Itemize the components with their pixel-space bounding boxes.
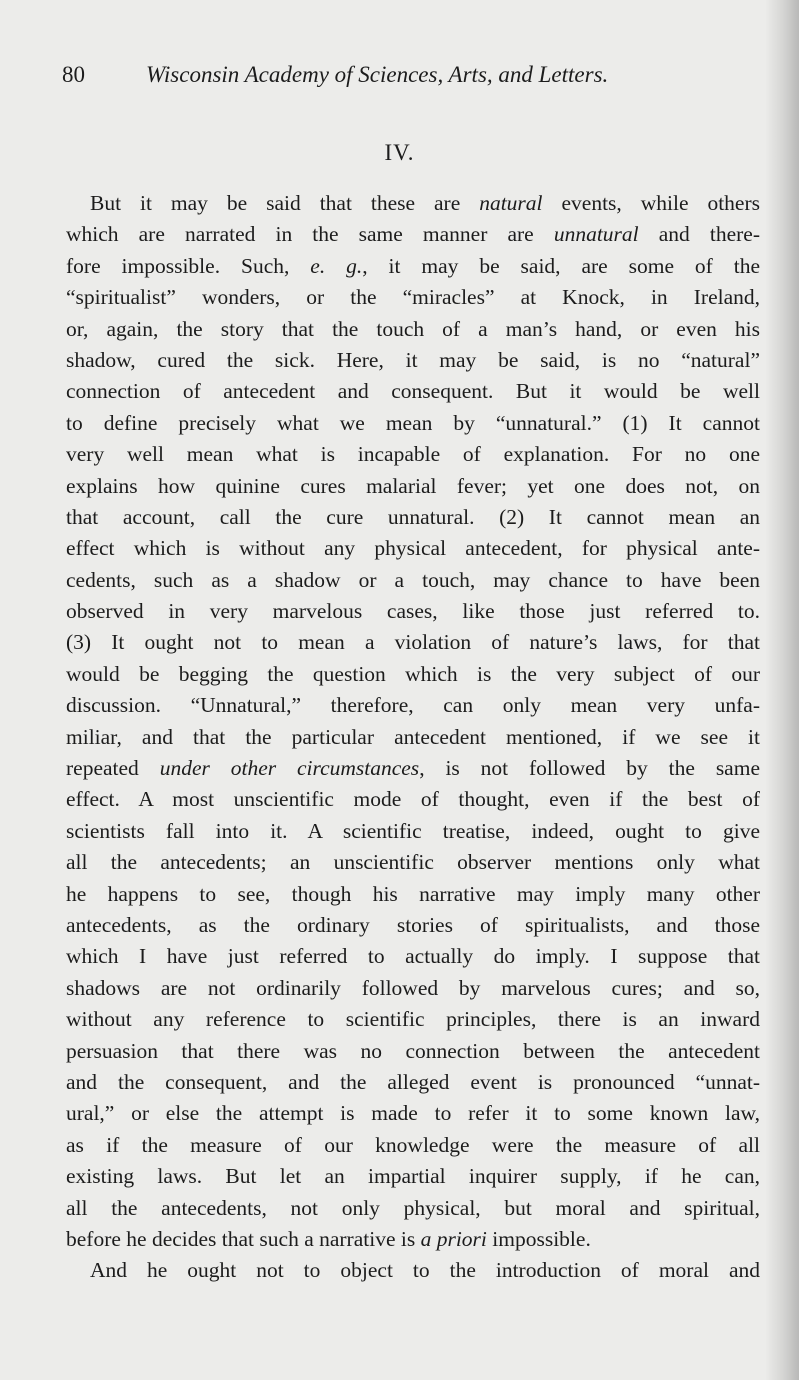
text-line: [66, 659, 760, 690]
text-line: [66, 1036, 760, 1067]
text-line: [66, 1224, 760, 1255]
text-segment: repeated: [66, 756, 160, 781]
text-segment: discussion. “Unnatural,” therefore, can only mean very unfa-: [66, 693, 760, 718]
italic-text: e. g.: [310, 253, 363, 278]
text-segment: events, while others: [542, 191, 760, 215]
running-title: Wisconsin Academy of Sciences, Arts, and Letters.: [146, 62, 609, 87]
text-segment: connection of antecedent and consequent. But it would be well: [66, 379, 760, 404]
text-segment: existing laws. But let an impartial inquirer supply, if he can,: [66, 1164, 760, 1189]
text-line: [66, 910, 760, 941]
text-segment: without any reference to scientific principles, there is an inward: [66, 1007, 760, 1032]
text-segment: which are narrated in the same manner are: [66, 222, 554, 247]
text-segment: (3) It ought not to mean a violation of nature’s laws, for that: [66, 630, 760, 655]
text-segment: scientists fall into it. A scientific treatise, indeed, ought to give: [66, 818, 760, 843]
text-segment: , it may be said, are some of the: [362, 253, 760, 278]
page-edge-shadow: [765, 0, 799, 1380]
text-segment: fore impossible. Such,: [66, 253, 311, 278]
text-line: [66, 1130, 760, 1161]
text-segment: , is not followed by the same: [419, 756, 760, 781]
text-segment: very well mean what is incapable of explanation. For no one: [66, 442, 760, 467]
text-segment: ural,” or else the attempt is made to refer it to some known law,: [66, 1101, 760, 1126]
italic-text: unnatural: [553, 222, 639, 247]
text-segment: observed in very marvelous cases, like those just referred to.: [66, 599, 760, 624]
text-line: [66, 502, 760, 533]
text-segment: all the antecedents, not only physical, but moral and spiritual,: [66, 1195, 760, 1220]
text-line: [66, 816, 760, 847]
page-number: 80: [62, 62, 85, 87]
text-line: [66, 847, 760, 878]
text-line: [66, 565, 760, 596]
section-heading: IV.: [384, 140, 415, 165]
text-segment: cedents, such as a shadow or a touch, may chance to have been: [66, 567, 760, 592]
text-segment: he happens to see, though his narrative may imply many other: [66, 881, 760, 906]
text-line: [66, 1004, 760, 1035]
text-segment: as if the measure of our knowledge were the measure of all: [66, 1132, 760, 1157]
body-text: [66, 188, 760, 1287]
text-line: [66, 345, 760, 376]
text-line: [66, 784, 760, 815]
text-line: [66, 533, 760, 564]
text-segment: to define precisely what we mean by “unnatural.” (1) It cannot: [66, 410, 760, 435]
text-line: [66, 439, 760, 470]
text-segment: would be begging the question which is the very subject of our: [66, 661, 760, 686]
text-segment: all the antecedents; an unscientific observer mentions only what: [66, 850, 760, 875]
text-segment: and there-: [638, 222, 760, 247]
text-line: [66, 219, 760, 250]
text-line: [66, 1098, 760, 1129]
italic-text: under other circumstances: [159, 756, 420, 781]
text-segment: “spiritualist” wonders, or the “miracles” at Knock, in Ireland,: [66, 285, 760, 310]
text-segment: which I have just referred to actually do imply. I suppose that: [66, 944, 760, 969]
text-line: [66, 973, 760, 1004]
italic-text: a priori: [420, 1226, 487, 1251]
text-segment: shadow, cured the sick. Here, it may be said, is no “natural”: [66, 347, 760, 372]
text-line: [66, 627, 760, 658]
text-line: [66, 1255, 760, 1286]
text-line: [66, 314, 760, 345]
text-line: [66, 690, 760, 721]
text-line: [66, 879, 760, 910]
text-segment: And he ought not to object to the introduction of moral and: [90, 1258, 760, 1283]
text-line: [66, 188, 760, 219]
text-segment: or, again, the story that the touch of a man’s hand, or even his: [66, 316, 760, 341]
text-line: [66, 722, 760, 753]
text-line: [66, 376, 760, 407]
text-line: [66, 282, 760, 313]
text-segment: impossible.: [486, 1226, 591, 1251]
text-segment: explains how quinine cures malarial fever; yet one does not, on: [66, 473, 760, 498]
text-segment: effect which is without any physical antecedent, for physical ante-: [66, 536, 760, 561]
text-line: [66, 941, 760, 972]
text-segment: antecedents, as the ordinary stories of spiritualists, and those: [66, 912, 760, 937]
text-line: [66, 753, 760, 784]
text-segment: shadows are not ordinarily followed by marvelous cures; and so,: [66, 975, 760, 1000]
text-line: [66, 1161, 760, 1192]
text-segment: persuasion that there was no connection between the antecedent: [66, 1038, 760, 1063]
text-segment: miliar, and that the particular antecedent mentioned, if we see it: [66, 724, 760, 749]
text-segment: before he decides that such a narrative is: [66, 1226, 421, 1251]
text-line: [66, 471, 760, 502]
running-header: [62, 62, 762, 96]
text-segment: that account, call the cure unnatural. (2) It cannot mean an: [66, 504, 760, 529]
italic-text: natural: [479, 191, 543, 215]
text-segment: effect. A most unscientific mode of thought, even if the best of: [66, 787, 760, 812]
text-line: [66, 251, 760, 282]
text-segment: But it may be said that these are: [90, 191, 480, 215]
text-segment: and the consequent, and the alleged event is pronounced “unnat-: [66, 1069, 760, 1094]
text-line: [66, 1193, 760, 1224]
text-line: [66, 596, 760, 627]
text-line: [66, 1067, 760, 1098]
text-line: [66, 408, 760, 439]
